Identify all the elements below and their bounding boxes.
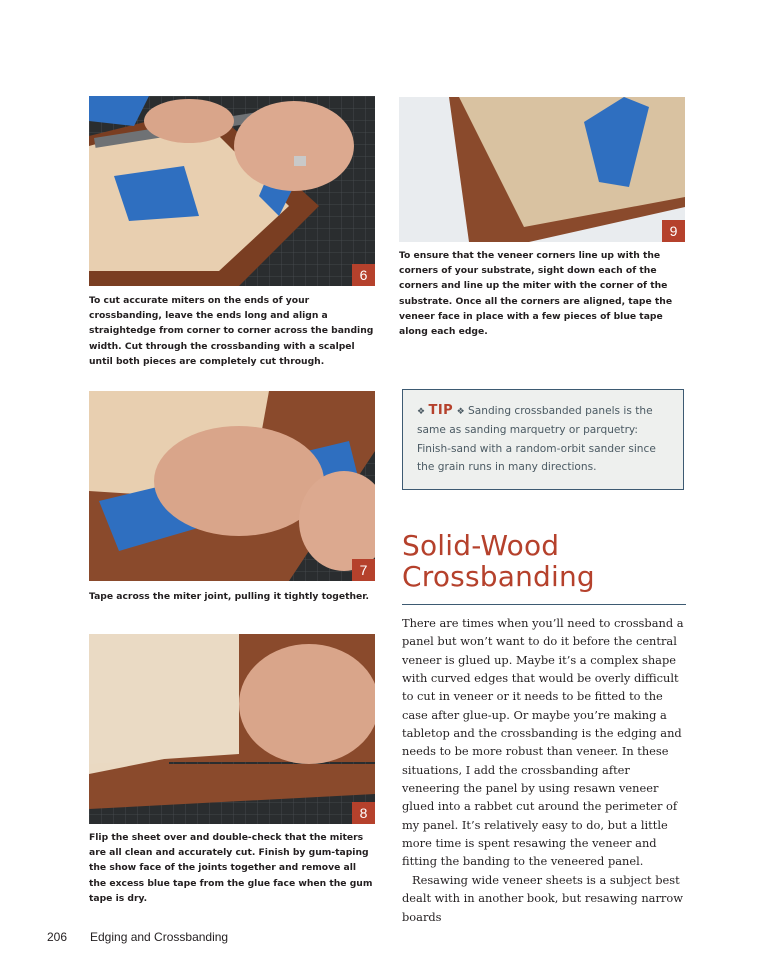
photo-6-image (89, 96, 375, 286)
body-paragraph-1: There are times when you’ll need to crossband a panel but won’t want to do it before the central veneer is glued up. Maybe it’s a complex shape with curved edges that would be overly difficult to cut in veneer or it needs to be fitted to the case after glue-up. Or maybe you’re making a tabletop and the crossbanding is the edging and needs to be more robust than veneer. In these situations, I add the crossbanding after veneering the panel by using resawn veneer glued into a rabbet cut around the perimeter of my panel. It’s relatively easy to do, but a little more time is spent resawing the veneer and fitting the banding to the veneered panel. (402, 616, 684, 869)
heading-rule (402, 604, 686, 605)
tip-ornament-right: ❖ (456, 407, 465, 417)
photo-9 (399, 97, 685, 242)
body-paragraph-2: Resawing wide veneer sheets is a subject best dealt with in another book, but resawing narrow boards (402, 872, 683, 924)
photo-7-number: 7 (352, 559, 375, 581)
photo-8 (89, 634, 375, 824)
photo-8-caption: Flip the sheet over and double-check that the miters are all clean and accurately cut. Finish by gum-taping the show face of the joints together and remove all the excess blue tape from the glue face when the gum tape is dry. (89, 832, 373, 904)
photo-9-caption: To ensure that the veneer corners line up with the corners of your substrate, sight down each of the corners and line up the miter with the corner of the substrate. Once all the corners are aligned, tape the veneer face in place with a few pieces of blue tape along each edge. (399, 250, 673, 338)
running-head: Edging and Crossbanding (90, 930, 229, 944)
photo-7-image (89, 391, 375, 581)
photo-8-number: 8 (352, 802, 375, 824)
page-number: 206 (47, 930, 68, 944)
photo-6-number: 6 (352, 264, 375, 286)
photo-7 (89, 391, 375, 581)
photo-9-image (399, 97, 685, 242)
photo-6-caption: To cut accurate miters on the ends of your crossbanding, leave the ends long and align a straightedge from corner to corner across the banding width. Cut through the crossbanding with a scalpel until both pieces are completely cut through. (89, 295, 374, 367)
tip-box (402, 389, 684, 490)
section-heading-line2: Crossbanding (402, 560, 595, 593)
tip-text-block (417, 402, 673, 476)
photo-7-caption: Tape across the miter joint, pulling it tightly together. (89, 591, 369, 602)
tip-label: TIP (428, 403, 454, 418)
section-heading (402, 530, 595, 592)
photo-9-number: 9 (662, 220, 685, 242)
tip-text: Sanding crossbanded panels is the same as sanding marquetry or parquetry: Finish-sand with a random-orbit sander since the grain runs in many directions. (417, 405, 656, 473)
section-heading-line1: Solid-Wood (402, 529, 560, 562)
photo-6 (89, 96, 375, 286)
photo-8-image (89, 634, 375, 824)
tip-ornament-left: ❖ (417, 407, 426, 417)
body-text (402, 614, 690, 926)
